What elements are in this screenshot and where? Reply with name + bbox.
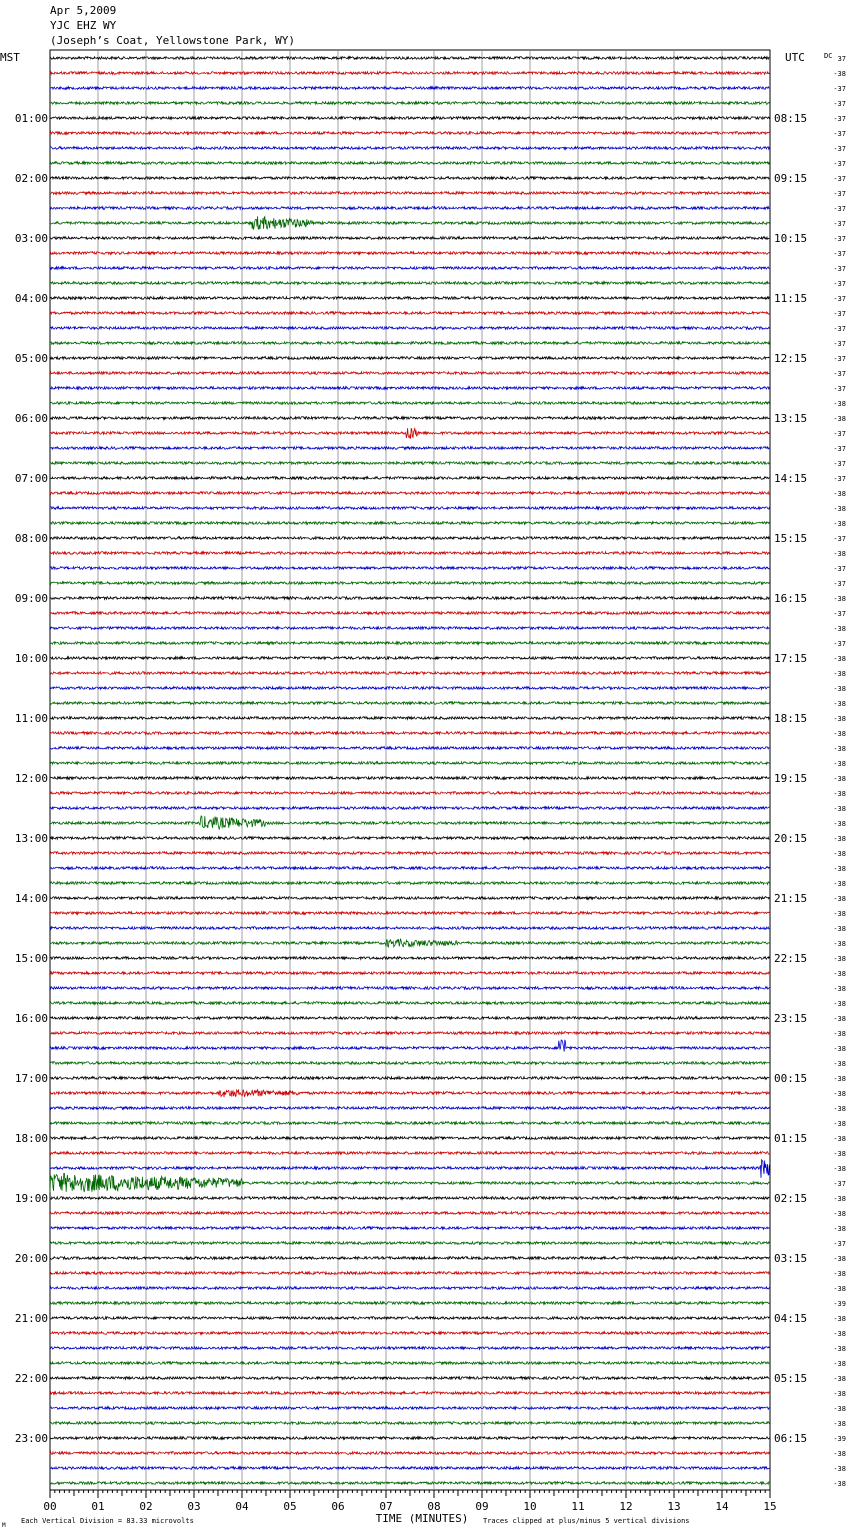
- seismic-trace: [50, 867, 769, 870]
- seismic-trace: [50, 657, 769, 660]
- seismic-trace: [50, 192, 769, 195]
- dc-offset-label: -38: [833, 805, 846, 813]
- dc-offset-label: -38: [833, 1210, 846, 1218]
- mst-hour-label: 11:00: [14, 712, 48, 725]
- x-tick-label: 14: [715, 1500, 729, 1513]
- utc-hour-label: 16:15: [774, 592, 808, 605]
- plot-labels: [0, 51, 846, 1529]
- dc-offset-label: -38: [833, 790, 846, 798]
- dc-offset-label: -38: [833, 850, 846, 858]
- seismic-trace: [50, 912, 769, 915]
- seismic-trace: [50, 162, 769, 165]
- x-tick-label: 06: [331, 1500, 345, 1513]
- seismic-trace: [50, 342, 769, 345]
- seismic-trace: [50, 1332, 769, 1335]
- clip-note: Traces clipped at plus/minus 5 vertical divisions: [483, 1517, 690, 1525]
- dc-offset-label: -38: [833, 1165, 846, 1173]
- station-location: (Joseph’s Coat, Yellowstone Park, WY): [50, 34, 296, 47]
- mst-hour-label: 04:00: [14, 292, 48, 305]
- dc-offset-label: -38: [833, 70, 846, 78]
- dc-offset-label: -37: [833, 385, 846, 393]
- utc-hour-label: 02:15: [774, 1192, 808, 1205]
- seismic-trace: [50, 522, 769, 525]
- dc-offset-label: -39: [833, 1435, 846, 1443]
- utc-hour-label: 11:15: [774, 292, 808, 305]
- seismic-trace: [50, 1257, 769, 1260]
- seismic-trace: [50, 216, 769, 229]
- seismic-trace: [50, 807, 769, 810]
- dc-offset-label: -38: [833, 970, 846, 978]
- dc-offset-label: -38: [833, 1375, 846, 1383]
- utc-hour-label: 17:15: [774, 652, 808, 665]
- dc-offset-label: -38: [833, 685, 846, 693]
- chart-date: Apr 5,2009: [50, 4, 117, 17]
- dc-offset-label: -38: [833, 895, 846, 903]
- mst-hour-label: 16:00: [14, 1012, 48, 1025]
- seismic-trace: [50, 939, 769, 947]
- utc-hour-label: 10:15: [774, 232, 808, 245]
- dc-offset-label: -38: [833, 835, 846, 843]
- utc-hour-label: 04:15: [774, 1312, 808, 1325]
- dc-offset-label: -38: [833, 1360, 846, 1368]
- seismic-trace: [50, 462, 769, 465]
- seismic-trace: [50, 1317, 769, 1320]
- seismic-trace: [50, 1347, 769, 1350]
- dc-offset-label: -38: [833, 1195, 846, 1203]
- seismic-trace: [50, 852, 769, 855]
- seismic-trace: [50, 762, 769, 765]
- seismic-trace: [50, 402, 769, 405]
- dc-offset-label: -38: [833, 1075, 846, 1083]
- seismic-trace: [50, 447, 769, 450]
- seismic-trace: [50, 747, 769, 750]
- dc-offset-label: -37: [833, 370, 846, 378]
- seismic-trace: [50, 507, 769, 510]
- dc-offset-label: -37: [833, 190, 846, 198]
- seismic-trace: [50, 1017, 769, 1020]
- x-tick-label: 15: [763, 1500, 777, 1513]
- seismic-trace: [50, 612, 769, 615]
- mst-axis-label: MST: [0, 51, 20, 64]
- seismic-trace: [50, 1302, 769, 1305]
- dc-offset-label: -38: [833, 1015, 846, 1023]
- dc-offset-label: -38: [833, 700, 846, 708]
- dc-offset-label: -37: [833, 310, 846, 318]
- mst-hour-label: 09:00: [14, 592, 48, 605]
- utc-hour-label: 09:15: [774, 172, 808, 185]
- dc-offset-label: -38: [833, 775, 846, 783]
- x-tick-label: 04: [235, 1500, 249, 1513]
- dc-offset-label: -37: [833, 430, 846, 438]
- mst-hour-label: 01:00: [14, 112, 48, 125]
- seismic-trace: [50, 777, 769, 780]
- seismic-trace: [50, 1197, 769, 1200]
- dc-offset-label: -38: [833, 760, 846, 768]
- dc-offset-label: -38: [833, 1105, 846, 1113]
- seismic-trace: [50, 1062, 769, 1065]
- mst-hour-label: 15:00: [14, 952, 48, 965]
- mst-hour-label: 17:00: [14, 1072, 48, 1085]
- utc-hour-label: 01:15: [774, 1132, 808, 1145]
- seismic-trace: [50, 87, 769, 90]
- dc-offset-label: -38: [833, 1450, 846, 1458]
- seismic-trace: [50, 267, 769, 270]
- dc-offset-label: -38: [833, 1150, 846, 1158]
- dc-offset-label: -37: [833, 250, 846, 258]
- x-axis-label: TIME (MINUTES): [375, 1512, 469, 1525]
- seismic-trace: [50, 537, 769, 540]
- dc-offset-label: -37: [833, 85, 846, 93]
- dc-offset-label: -37: [833, 460, 846, 468]
- utc-hour-label: 03:15: [774, 1252, 808, 1265]
- seismic-trace: [50, 102, 769, 105]
- seismic-trace: [50, 1392, 769, 1395]
- seismic-trace: [50, 972, 769, 975]
- seismic-trace: [50, 1002, 769, 1005]
- dc-offset-label: -38: [833, 1480, 846, 1488]
- dc-offset-label: -38: [833, 1090, 846, 1098]
- seismic-trace: [50, 1242, 769, 1245]
- dc-offset-label: -38: [833, 1120, 846, 1128]
- dc-offset-label: -37: [833, 355, 846, 363]
- seismic-trace: [50, 552, 769, 555]
- seismic-trace: [50, 1212, 769, 1215]
- dc-offset-label: -38: [833, 940, 846, 948]
- mst-hour-label: 03:00: [14, 232, 48, 245]
- seismic-trace: [50, 1272, 769, 1275]
- dc-offset-label: -37: [833, 325, 846, 333]
- dc-offset-label: -38: [833, 595, 846, 603]
- seismic-trace: [50, 642, 769, 645]
- mst-hour-label: 14:00: [14, 892, 48, 905]
- dc-offset-label: -37: [833, 295, 846, 303]
- dc-offset-label: 37: [837, 55, 846, 63]
- utc-hour-label: 08:15: [774, 112, 808, 125]
- x-tick-label: 11: [571, 1500, 585, 1513]
- seismic-trace: [50, 1137, 769, 1140]
- seismic-trace: [50, 1362, 769, 1365]
- x-tick-label: 02: [139, 1500, 153, 1513]
- seismic-trace: [50, 492, 769, 495]
- seismic-trace: [50, 1467, 769, 1470]
- dc-offset-label: -38: [833, 625, 846, 633]
- dc-offset-label: -37: [833, 130, 846, 138]
- utc-hour-label: 18:15: [774, 712, 808, 725]
- dc-offset-label: -38: [833, 1000, 846, 1008]
- dc-offset-label: -38: [833, 820, 846, 828]
- mst-hour-label: 19:00: [14, 1192, 48, 1205]
- dc-offset-label: -38: [833, 715, 846, 723]
- seismic-trace: [50, 1122, 769, 1125]
- dc-offset-label: -38: [833, 1270, 846, 1278]
- mst-hour-label: 10:00: [14, 652, 48, 665]
- dc-offset-label: -38: [833, 520, 846, 528]
- seismic-trace: [50, 132, 769, 135]
- mst-hour-label: 05:00: [14, 352, 48, 365]
- seismic-trace: [50, 428, 769, 439]
- dc-offset-label: -38: [833, 985, 846, 993]
- utc-hour-label: 21:15: [774, 892, 808, 905]
- x-tick-label: 01: [91, 1500, 105, 1513]
- dc-offset-label: -37: [833, 205, 846, 213]
- dc-offset-label: -37: [833, 475, 846, 483]
- mst-hour-label: 21:00: [14, 1312, 48, 1325]
- seismic-trace: [50, 837, 769, 840]
- seismic-trace: [50, 567, 769, 570]
- seismic-trace: [50, 312, 769, 315]
- dc-offset-label: -37: [833, 580, 846, 588]
- seismic-trace: [50, 57, 769, 60]
- dc-offset-label: -38: [833, 1345, 846, 1353]
- mst-hour-label: 08:00: [14, 532, 48, 545]
- utc-hour-label: 22:15: [774, 952, 808, 965]
- seismic-trace: [50, 1227, 769, 1230]
- seismic-trace: [50, 372, 769, 375]
- dc-offset-label: -37: [833, 535, 846, 543]
- mst-hour-label: 13:00: [14, 832, 48, 845]
- dc-offset-label: -38: [833, 1465, 846, 1473]
- seismic-trace: [50, 1407, 769, 1410]
- mst-hour-label: 22:00: [14, 1372, 48, 1385]
- dc-offset-label: -38: [833, 505, 846, 513]
- dc-offset-label: -38: [833, 955, 846, 963]
- utc-axis-label: UTC: [785, 51, 805, 64]
- seismic-trace: [50, 177, 769, 180]
- seismic-trace: [50, 672, 769, 675]
- dc-offset-label: -38: [833, 415, 846, 423]
- utc-hour-label: 00:15: [774, 1072, 808, 1085]
- seismic-trace: [50, 72, 769, 75]
- seismic-trace: [50, 702, 769, 705]
- dc-offset-label: -37: [833, 280, 846, 288]
- dc-offset-label: -37: [833, 100, 846, 108]
- seismic-trace: [50, 792, 769, 795]
- seismic-trace: [50, 1077, 769, 1080]
- seismic-trace: [50, 252, 769, 255]
- utc-hour-label: 05:15: [774, 1372, 808, 1385]
- mst-hour-label: 07:00: [14, 472, 48, 485]
- seismic-trace: [50, 417, 769, 420]
- dc-offset-label: -37: [833, 1180, 846, 1188]
- dc-offset-label: -38: [833, 910, 846, 918]
- dc-offset-label: -37: [833, 265, 846, 273]
- dc-offset-label: -38: [833, 1255, 846, 1263]
- seismic-trace: [50, 1377, 769, 1380]
- dc-offset-label: -37: [833, 445, 846, 453]
- seismic-trace: [50, 957, 769, 960]
- mst-hour-label: 02:00: [14, 172, 48, 185]
- dc-offset-label: -38: [833, 730, 846, 738]
- dc-offset-label: -37: [833, 175, 846, 183]
- utc-hour-label: 06:15: [774, 1432, 808, 1445]
- dc-offset-label: -38: [833, 865, 846, 873]
- seismic-trace: [50, 1287, 769, 1290]
- scale-note: Each Vertical Division = 83.33 microvolts: [21, 1517, 194, 1525]
- x-tick-label: 08: [427, 1500, 441, 1513]
- dc-offset-label: -37: [833, 610, 846, 618]
- dc-offset-label: -37: [833, 565, 846, 573]
- seismic-traces: [50, 57, 769, 1485]
- seismic-trace: [50, 1422, 769, 1425]
- x-tick-label: 03: [187, 1500, 201, 1513]
- dc-offset-label: -38: [833, 1405, 846, 1413]
- dc-offset-label: -38: [833, 1135, 846, 1143]
- dc-offset-label: -38: [833, 1285, 846, 1293]
- seismic-trace: [50, 597, 769, 600]
- corner-mark: M: [2, 1522, 6, 1529]
- dc-offset-label: -38: [833, 655, 846, 663]
- utc-hour-label: 15:15: [774, 532, 808, 545]
- seismic-trace: [50, 117, 769, 120]
- seismic-trace: [50, 927, 769, 930]
- seismic-trace: [50, 627, 769, 630]
- dc-offset-label: -38: [833, 925, 846, 933]
- dc-offset-label: -38: [833, 1420, 846, 1428]
- x-tick-label: 10: [523, 1500, 537, 1513]
- dc-offset-label: -37: [833, 235, 846, 243]
- seismic-trace: [50, 816, 769, 829]
- dc-offset-label: -38: [833, 1315, 846, 1323]
- seismic-trace: [50, 357, 769, 360]
- seismic-trace: [50, 582, 769, 585]
- utc-hour-label: 14:15: [774, 472, 808, 485]
- dc-offset-label: -38: [833, 880, 846, 888]
- seismic-trace: [50, 387, 769, 390]
- mst-hour-label: 06:00: [14, 412, 48, 425]
- x-tick-label: 00: [43, 1500, 57, 1513]
- seismic-trace: [50, 1032, 769, 1035]
- mst-hour-label: 20:00: [14, 1252, 48, 1265]
- seismic-trace: [50, 717, 769, 720]
- dc-offset-label: -37: [833, 160, 846, 168]
- seismic-trace: [50, 1173, 769, 1192]
- x-tick-label: 05: [283, 1500, 297, 1513]
- dc-offset-label: -38: [833, 1045, 846, 1053]
- utc-hour-label: 20:15: [774, 832, 808, 845]
- dc-offset-label: -38: [833, 1390, 846, 1398]
- seismic-trace: [50, 297, 769, 300]
- seismic-trace: [50, 1040, 769, 1052]
- x-tick-label: 09: [475, 1500, 489, 1513]
- dc-offset-label: -38: [833, 1060, 846, 1068]
- utc-hour-label: 23:15: [774, 1012, 808, 1025]
- seismic-trace: [50, 147, 769, 150]
- seismic-trace: [50, 1482, 769, 1485]
- seismic-trace: [50, 1452, 769, 1455]
- mst-hour-label: 18:00: [14, 1132, 48, 1145]
- seismic-trace: [50, 237, 769, 240]
- seismic-trace: [50, 282, 769, 285]
- seismic-trace: [50, 897, 769, 900]
- station-id: YJC EHZ WY: [50, 19, 117, 32]
- dc-offset-label: -38: [833, 670, 846, 678]
- dc-offset-label: -38: [833, 1030, 846, 1038]
- dc-offset-label: -38: [833, 400, 846, 408]
- dc-offset-label: -39: [833, 1300, 846, 1308]
- seismic-trace: [50, 1437, 769, 1440]
- dc-offset-label: -37: [833, 340, 846, 348]
- dc-offset-label: -38: [833, 1330, 846, 1338]
- dc-offset-label: -37: [833, 640, 846, 648]
- utc-hour-label: 19:15: [774, 772, 808, 785]
- x-tick-label: 07: [379, 1500, 393, 1513]
- dc-offset-label: -38: [833, 1225, 846, 1233]
- dc-offset-label: -38: [833, 490, 846, 498]
- utc-hour-label: 12:15: [774, 352, 808, 365]
- seismic-trace: [50, 687, 769, 690]
- dc-offset-label: -38: [833, 550, 846, 558]
- seismic-trace: [50, 1152, 769, 1155]
- seismic-trace: [50, 1107, 769, 1110]
- seismic-trace: [50, 207, 769, 210]
- seismic-trace: [50, 327, 769, 330]
- dc-offset-label: -37: [833, 220, 846, 228]
- x-tick-label: 13: [667, 1500, 681, 1513]
- seismic-trace: [50, 1160, 769, 1178]
- utc-hour-label: 13:15: [774, 412, 808, 425]
- seismic-trace: [50, 882, 769, 885]
- dc-label: DC: [824, 52, 833, 60]
- seismic-trace: [50, 1089, 769, 1097]
- mst-hour-label: 23:00: [14, 1432, 48, 1445]
- dc-offset-label: -37: [833, 145, 846, 153]
- seismic-trace: [50, 987, 769, 990]
- seismic-trace: [50, 477, 769, 480]
- mst-hour-label: 12:00: [14, 772, 48, 785]
- dc-offset-label: -37: [833, 1240, 846, 1248]
- seismic-trace: [50, 732, 769, 735]
- x-tick-label: 12: [619, 1500, 633, 1513]
- dc-offset-label: -37: [833, 115, 846, 123]
- dc-offset-label: -38: [833, 745, 846, 753]
